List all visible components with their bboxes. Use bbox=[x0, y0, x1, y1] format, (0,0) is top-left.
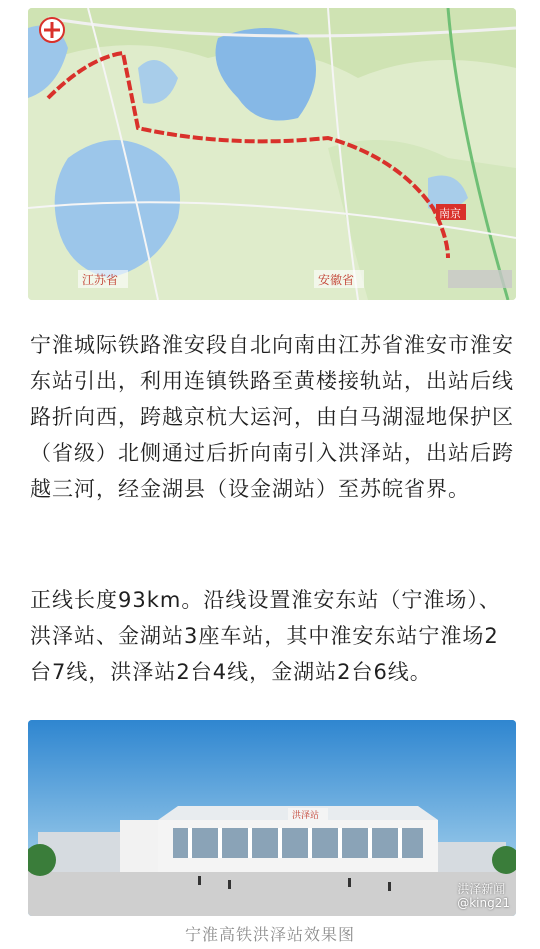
station-rendering-graphic bbox=[28, 720, 516, 916]
route-description-paragraph: 宁淮城际铁路淮安段自北向南由江苏省淮安市淮安东站引出，利用连镇铁路至黄楼接轨站，出站后线路折向西，跨越京杭大运河，由白马湖湿地保护区（省级）北侧通过后折向南引入洪泽站，出站后跨越三河，经金湖县（设金湖站）至苏皖省界。 bbox=[30, 333, 514, 501]
station-sign: 洪泽站 bbox=[292, 811, 320, 821]
watermark-source: 洪泽新闻 bbox=[457, 882, 506, 896]
province-label-jiangsu: 江苏省 bbox=[82, 273, 119, 287]
station-rendering-image bbox=[28, 720, 516, 916]
image-caption: 宁淮高铁洪泽站效果图 bbox=[184, 925, 355, 944]
province-label-anhui: 安徽省 bbox=[318, 273, 355, 287]
line-length-paragraph: 正线长度93km。沿线设置淮安东站（宁淮场）、洪泽站、金湖站3座车站，其中淮安东站宁淮场2台7线，洪泽站2台4线，金湖站2台6线。 bbox=[30, 588, 501, 684]
route-map-image bbox=[28, 8, 516, 300]
route-map-graphic bbox=[28, 8, 516, 300]
image-watermark bbox=[457, 882, 510, 910]
city-label-nanjing: 南京 bbox=[439, 207, 461, 220]
railway-logo-icon bbox=[40, 18, 64, 42]
watermark-handle: @king21 bbox=[457, 896, 510, 910]
